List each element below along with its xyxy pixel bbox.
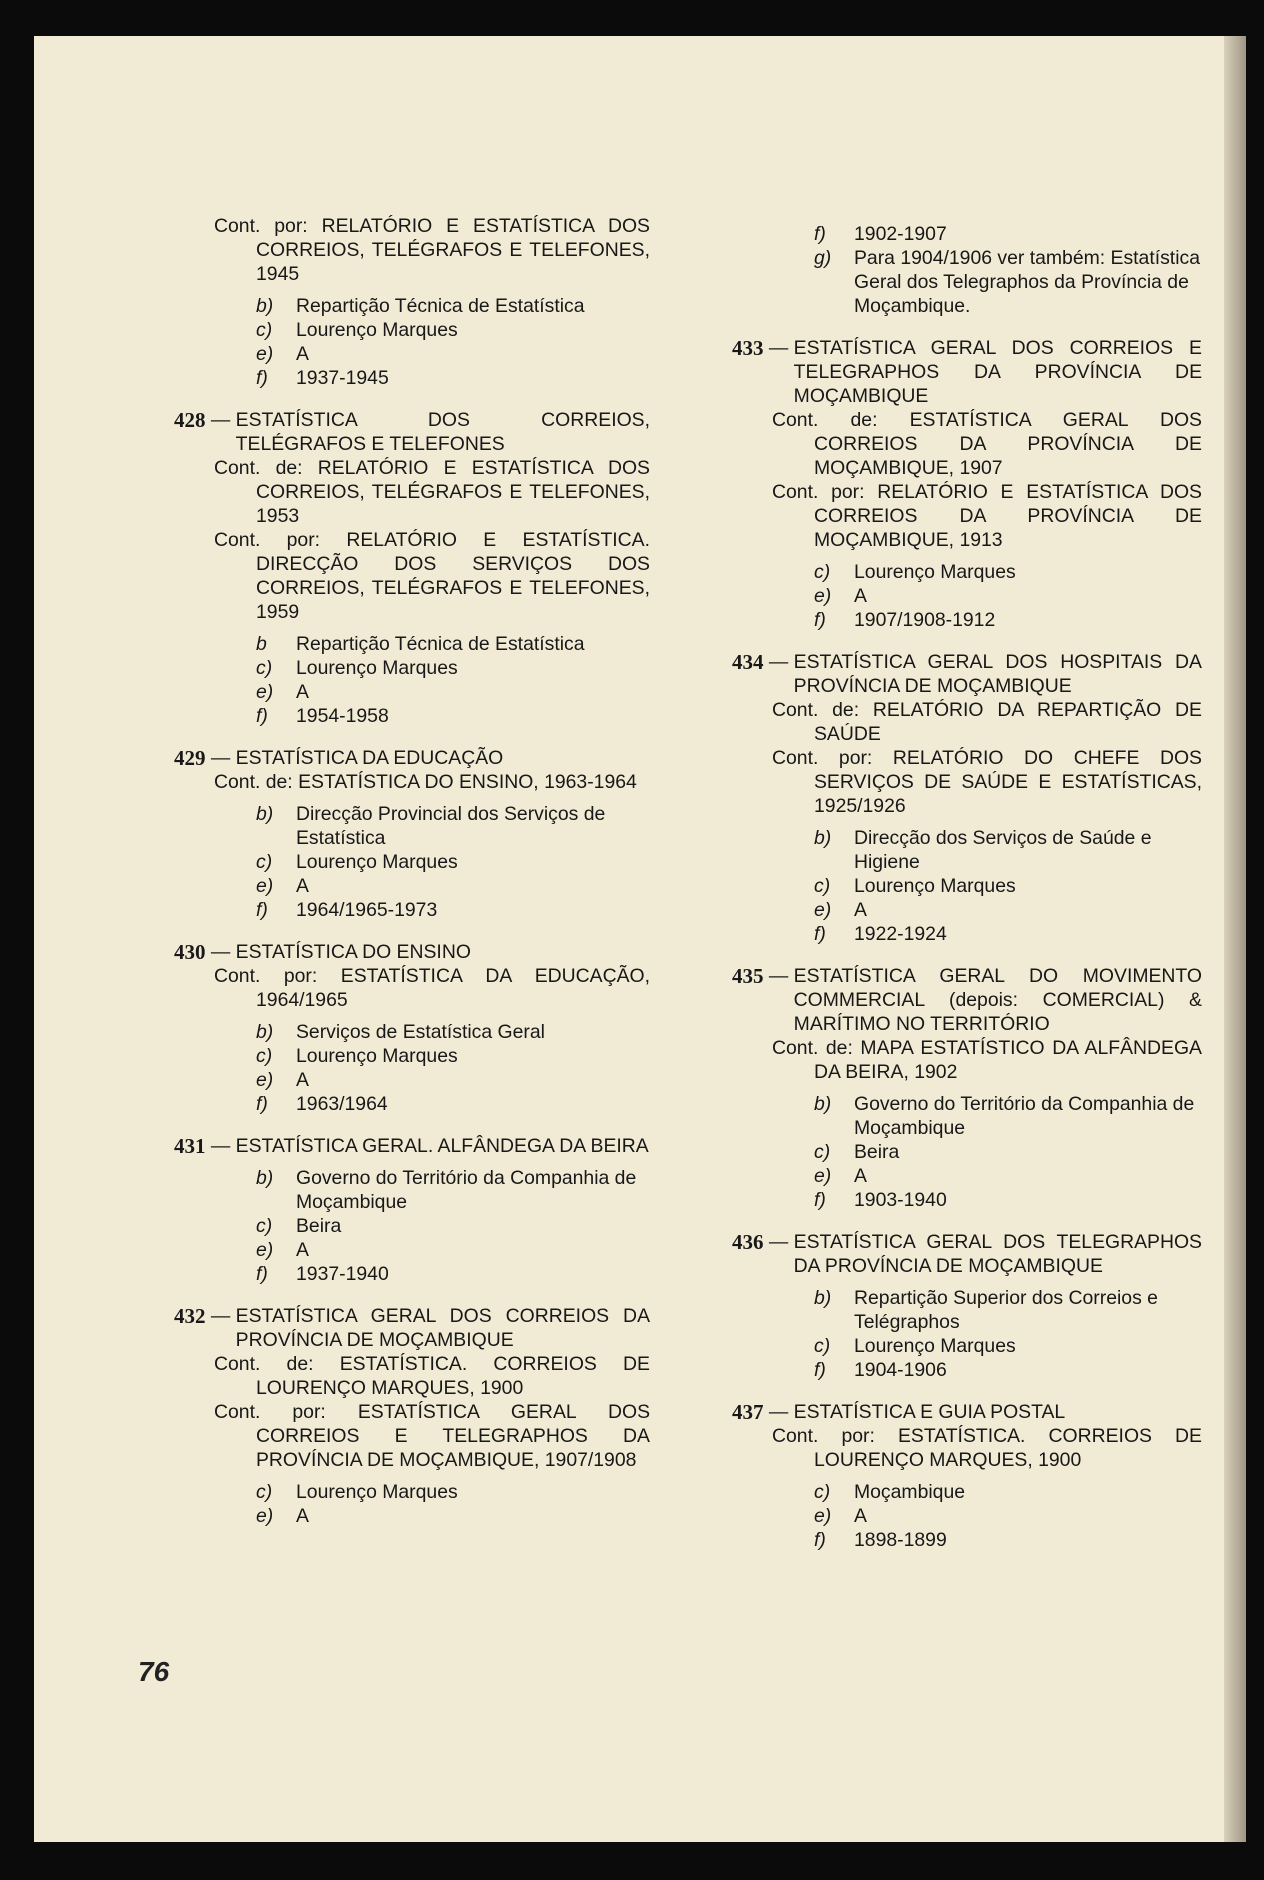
field-row bbox=[256, 680, 650, 704]
field-key: f) bbox=[814, 923, 826, 945]
entry-fields bbox=[732, 1092, 1202, 1212]
field-value: Lourenço Marques bbox=[296, 851, 458, 873]
field-value: 1903-1940 bbox=[854, 1189, 947, 1211]
field-row bbox=[256, 898, 650, 922]
field-row bbox=[256, 318, 650, 342]
field-row bbox=[256, 1020, 650, 1044]
catalog-entry bbox=[732, 1400, 1202, 1552]
entry-title: ESTATÍSTICA GERAL DO MOVIMENTO COMMERCIAL (depois: COMERCIAL) & MARÍTIMO NO TERRITÓRIO bbox=[793, 965, 1202, 1035]
field-row bbox=[256, 656, 650, 680]
field-row bbox=[256, 874, 650, 898]
field-row bbox=[814, 1286, 1202, 1334]
field-row bbox=[814, 1334, 1202, 1358]
entry-fields bbox=[174, 1480, 650, 1528]
entry-heading bbox=[174, 1304, 650, 1352]
field-key: f) bbox=[256, 367, 268, 389]
field-value: Lourenço Marques bbox=[854, 875, 1016, 897]
entry-number: 436 bbox=[732, 1230, 764, 1254]
field-key: b) bbox=[814, 827, 832, 849]
field-key: f) bbox=[256, 1263, 268, 1285]
field-row bbox=[256, 1044, 650, 1068]
field-key: f) bbox=[256, 705, 268, 727]
field-row bbox=[256, 366, 650, 390]
field-row bbox=[814, 608, 1202, 632]
field-value: 1964/1965-1973 bbox=[296, 899, 438, 921]
field-row bbox=[814, 826, 1202, 874]
field-value: Lourenço Marques bbox=[296, 1481, 458, 1503]
field-row bbox=[814, 560, 1202, 584]
field-key: f) bbox=[814, 1189, 826, 1211]
field-value: A bbox=[296, 875, 309, 897]
field-value: Lourenço Marques bbox=[296, 1045, 458, 1067]
entry-fields bbox=[732, 1480, 1202, 1552]
field-key: f) bbox=[256, 1093, 268, 1115]
field-row bbox=[814, 898, 1202, 922]
continuation-note: Cont. de: MAPA ESTATÍSTICO DA ALFÂNDEGA DA BEIRA, 1902 bbox=[772, 1037, 1202, 1083]
field-row bbox=[256, 294, 650, 318]
entry-fields bbox=[174, 632, 650, 728]
field-key: f) bbox=[814, 1529, 826, 1551]
field-key: e) bbox=[256, 875, 274, 897]
entry-number: 430 bbox=[174, 940, 206, 964]
entry-dash: — bbox=[205, 1305, 236, 1327]
field-value: Serviços de Estatística Geral bbox=[296, 1021, 545, 1043]
field-value: Governo do Território da Companhia de Moçambique bbox=[296, 1167, 637, 1213]
entry-heading bbox=[732, 1230, 1202, 1278]
entry-title: ESTATÍSTICA E GUIA POSTAL bbox=[793, 1401, 1066, 1423]
field-row bbox=[814, 1188, 1202, 1212]
entry-heading bbox=[732, 964, 1202, 1036]
field-row bbox=[814, 246, 1202, 318]
field-row bbox=[256, 342, 650, 366]
field-row bbox=[256, 1262, 650, 1286]
field-key: e) bbox=[256, 343, 274, 365]
entry-dash: — bbox=[763, 1401, 794, 1423]
entry-fields bbox=[732, 560, 1202, 632]
left-column bbox=[174, 214, 650, 1546]
field-value: Repartição Superior dos Correios e Telégraphos bbox=[854, 1287, 1158, 1333]
entry-heading bbox=[174, 940, 650, 964]
field-value: 1902-1907 bbox=[854, 223, 947, 245]
field-value: Lourenço Marques bbox=[854, 1335, 1016, 1357]
field-value: A bbox=[854, 585, 867, 607]
field-value: A bbox=[854, 1505, 867, 1527]
catalog-entry bbox=[174, 214, 650, 390]
entry-title: ESTATÍSTICA GERAL DOS CORREIOS DA PROVÍNCIA DE MOÇAMBIQUE bbox=[235, 1305, 650, 1351]
continuation-note: Cont. por: ESTATÍSTICA. CORREIOS DE LOURENÇO MARQUES, 1900 bbox=[772, 1425, 1202, 1471]
field-key: b) bbox=[814, 1093, 832, 1115]
entry-number: 428 bbox=[174, 408, 206, 432]
entry-heading bbox=[174, 1134, 650, 1158]
field-value: Beira bbox=[296, 1215, 342, 1237]
continuation-note: Cont. de: ESTATÍSTICA GERAL DOS CORREIOS DA PROVÍNCIA DE MOÇAMBIQUE, 1907 bbox=[772, 409, 1202, 479]
entry-dash: — bbox=[763, 337, 794, 359]
field-value: Moçambique bbox=[854, 1481, 966, 1503]
entry-number: 429 bbox=[174, 746, 206, 770]
continuation-note: Cont. por: RELATÓRIO E ESTATÍSTICA DOS CORREIOS DA PROVÍNCIA DE MOÇAMBIQUE, 1913 bbox=[772, 481, 1202, 551]
field-value: 1963/1964 bbox=[296, 1093, 388, 1115]
continuation-note: Cont. por: RELATÓRIO DO CHEFE DOS SERVIÇOS DE SAÚDE E ESTATÍSTICAS, 1925/1926 bbox=[772, 747, 1202, 817]
field-key: c) bbox=[814, 561, 831, 583]
field-row bbox=[814, 1140, 1202, 1164]
field-value: 1937-1940 bbox=[296, 1263, 389, 1285]
field-row bbox=[256, 632, 650, 656]
entry-heading bbox=[174, 746, 650, 770]
entry-number: 437 bbox=[732, 1400, 764, 1424]
entry-heading bbox=[732, 1400, 1202, 1424]
entry-dash: — bbox=[763, 651, 794, 673]
entry-fields bbox=[174, 294, 650, 390]
field-key: b) bbox=[256, 295, 274, 317]
field-value: Direcção dos Serviços de Saúde e Higiene bbox=[854, 827, 1152, 873]
field-key: e) bbox=[256, 681, 274, 703]
field-key: e) bbox=[814, 585, 832, 607]
continuation-note: Cont. de: ESTATÍSTICA. CORREIOS DE LOURENÇO MARQUES, 1900 bbox=[214, 1353, 650, 1399]
field-value: 1907/1908-1912 bbox=[854, 609, 996, 631]
catalog-entry bbox=[174, 746, 650, 922]
field-value: Direcção Provincial dos Serviços de Estatística bbox=[296, 803, 606, 849]
catalog-entry bbox=[732, 1230, 1202, 1382]
entry-number: 432 bbox=[174, 1304, 206, 1328]
field-row bbox=[256, 704, 650, 728]
field-row bbox=[814, 1358, 1202, 1382]
field-key: e) bbox=[814, 1505, 832, 1527]
entry-fields bbox=[174, 1166, 650, 1286]
field-key: c) bbox=[256, 319, 273, 341]
field-key: b bbox=[256, 633, 267, 655]
entry-dash: — bbox=[205, 747, 236, 769]
entry-number: 433 bbox=[732, 336, 764, 360]
field-value: A bbox=[854, 899, 867, 921]
right-column bbox=[732, 214, 1202, 1570]
continuation-note: Cont. de: RELATÓRIO DA REPARTIÇÃO DE SAÚDE bbox=[772, 699, 1202, 745]
continuation-note: Cont. por: RELATÓRIO E ESTATÍSTICA. DIRECÇÃO DOS SERVIÇOS DOS CORREIOS, TELÉGRAFOS E TELEFONES, 1959 bbox=[214, 529, 650, 623]
field-key: b) bbox=[256, 1167, 274, 1189]
field-value: 1937-1945 bbox=[296, 367, 389, 389]
field-value: Governo do Território da Companhia de Moçambique bbox=[854, 1093, 1195, 1139]
field-row bbox=[814, 584, 1202, 608]
entry-fields bbox=[732, 826, 1202, 946]
catalog-entry bbox=[732, 964, 1202, 1212]
catalog-entry bbox=[732, 336, 1202, 632]
field-value: Repartição Técnica de Estatística bbox=[296, 633, 585, 655]
field-key: c) bbox=[814, 1141, 831, 1163]
field-key: c) bbox=[256, 851, 273, 873]
field-value: A bbox=[296, 1239, 309, 1261]
field-value: Lourenço Marques bbox=[296, 657, 458, 679]
entry-heading bbox=[174, 408, 650, 456]
entry-number: 434 bbox=[732, 650, 764, 674]
entry-dash: — bbox=[763, 965, 794, 987]
field-key: e) bbox=[256, 1239, 274, 1261]
entry-dash: — bbox=[205, 409, 236, 431]
field-value: Beira bbox=[854, 1141, 900, 1163]
field-key: c) bbox=[814, 1335, 831, 1357]
field-row bbox=[256, 850, 650, 874]
field-value: 1904-1906 bbox=[854, 1359, 947, 1381]
field-row bbox=[814, 1092, 1202, 1140]
field-key: g) bbox=[814, 247, 832, 269]
field-row bbox=[256, 1166, 650, 1214]
field-row bbox=[256, 1214, 650, 1238]
field-key: c) bbox=[256, 657, 273, 679]
field-key: c) bbox=[256, 1215, 273, 1237]
catalog-entry bbox=[174, 1304, 650, 1528]
field-value: Lourenço Marques bbox=[854, 561, 1016, 583]
entry-number: 435 bbox=[732, 964, 764, 988]
field-row bbox=[256, 1068, 650, 1092]
catalog-entry bbox=[174, 940, 650, 1116]
entry-number: 431 bbox=[174, 1134, 206, 1158]
field-row bbox=[256, 1504, 650, 1528]
field-key: c) bbox=[256, 1481, 273, 1503]
continuation-note: Cont. de: ESTATÍSTICA DO ENSINO, 1963-1964 bbox=[214, 771, 637, 793]
field-key: e) bbox=[814, 899, 832, 921]
catalog-entry bbox=[174, 1134, 650, 1286]
continuation-note: Cont. por: ESTATÍSTICA GERAL DOS CORREIOS E TELEGRAPHOS DA PROVÍNCIA DE MOÇAMBIQUE, 1907/1908 bbox=[214, 1401, 650, 1471]
entry-title: ESTATÍSTICA GERAL DOS HOSPITAIS DA PROVÍNCIA DE MOÇAMBIQUE bbox=[793, 651, 1202, 697]
field-value: 1922-1924 bbox=[854, 923, 947, 945]
field-key: f) bbox=[814, 1359, 826, 1381]
field-key: c) bbox=[814, 1481, 831, 1503]
field-row bbox=[814, 1164, 1202, 1188]
field-key: e) bbox=[814, 1165, 832, 1187]
field-value: 1954-1958 bbox=[296, 705, 389, 727]
field-row bbox=[256, 802, 650, 850]
catalog-entry bbox=[732, 222, 1202, 318]
field-row bbox=[814, 1528, 1202, 1552]
field-row bbox=[256, 1092, 650, 1116]
field-value: A bbox=[296, 343, 309, 365]
entry-title: ESTATÍSTICA DA EDUCAÇÃO bbox=[235, 747, 504, 769]
entry-title: ESTATÍSTICA GERAL DOS CORREIOS E TELEGRAPHOS DA PROVÍNCIA DE MOÇAMBIQUE bbox=[793, 337, 1202, 407]
continuation-note: Cont. por: RELATÓRIO E ESTATÍSTICA DOS CORREIOS, TELÉGRAFOS E TELEFONES, 1945 bbox=[214, 215, 650, 285]
field-row bbox=[256, 1238, 650, 1262]
entry-title: ESTATÍSTICA GERAL. ALFÂNDEGA DA BEIRA bbox=[235, 1135, 649, 1157]
field-value: Para 1904/1906 ver também: Estatística Geral dos Telegraphos da Província de Moçambique. bbox=[854, 247, 1200, 317]
continuation-note: Cont. de: RELATÓRIO E ESTATÍSTICA DOS CORREIOS, TELÉGRAFOS E TELEFONES, 1953 bbox=[214, 457, 650, 527]
entry-dash: — bbox=[205, 1135, 236, 1157]
field-key: b) bbox=[256, 1021, 274, 1043]
entry-fields bbox=[174, 802, 650, 922]
field-key: e) bbox=[256, 1505, 274, 1527]
entry-title: ESTATÍSTICA DO ENSINO bbox=[235, 941, 471, 963]
field-key: b) bbox=[814, 1287, 832, 1309]
field-key: c) bbox=[256, 1045, 273, 1067]
field-key: c) bbox=[814, 875, 831, 897]
entry-fields bbox=[732, 222, 1202, 318]
field-value: Repartição Técnica de Estatística bbox=[296, 295, 585, 317]
field-value: 1898-1899 bbox=[854, 1529, 947, 1551]
field-row bbox=[814, 222, 1202, 246]
field-value: A bbox=[296, 1069, 309, 1091]
catalog-entry bbox=[174, 408, 650, 728]
field-value: A bbox=[296, 681, 309, 703]
catalog-entry bbox=[732, 650, 1202, 946]
field-row bbox=[814, 874, 1202, 898]
page-number: 76 bbox=[138, 1656, 170, 1687]
field-key: e) bbox=[256, 1069, 274, 1091]
field-key: b) bbox=[256, 803, 274, 825]
field-row bbox=[814, 1480, 1202, 1504]
entry-dash: — bbox=[205, 941, 236, 963]
field-row bbox=[256, 1480, 650, 1504]
field-value: Lourenço Marques bbox=[296, 319, 458, 341]
field-value: A bbox=[854, 1165, 867, 1187]
field-row bbox=[814, 1504, 1202, 1528]
entry-heading bbox=[732, 650, 1202, 698]
field-key: f) bbox=[814, 609, 826, 631]
entry-dash: — bbox=[763, 1231, 794, 1253]
field-key: f) bbox=[814, 223, 826, 245]
catalog-page bbox=[34, 36, 1246, 1842]
entry-title: ESTATÍSTICA GERAL DOS TELEGRAPHOS DA PROVÍNCIA DE MOÇAMBIQUE bbox=[793, 1231, 1202, 1277]
field-value: A bbox=[296, 1505, 309, 1527]
entry-fields bbox=[732, 1286, 1202, 1382]
field-row bbox=[814, 922, 1202, 946]
entry-heading bbox=[732, 336, 1202, 408]
entry-fields bbox=[174, 1020, 650, 1116]
entry-title: ESTATÍSTICA DOS CORREIOS, TELÉGRAFOS E TELEFONES bbox=[235, 409, 650, 455]
continuation-note: Cont. por: ESTATÍSTICA DA EDUCAÇÃO, 1964/1965 bbox=[214, 965, 650, 1011]
field-key: f) bbox=[256, 899, 268, 921]
